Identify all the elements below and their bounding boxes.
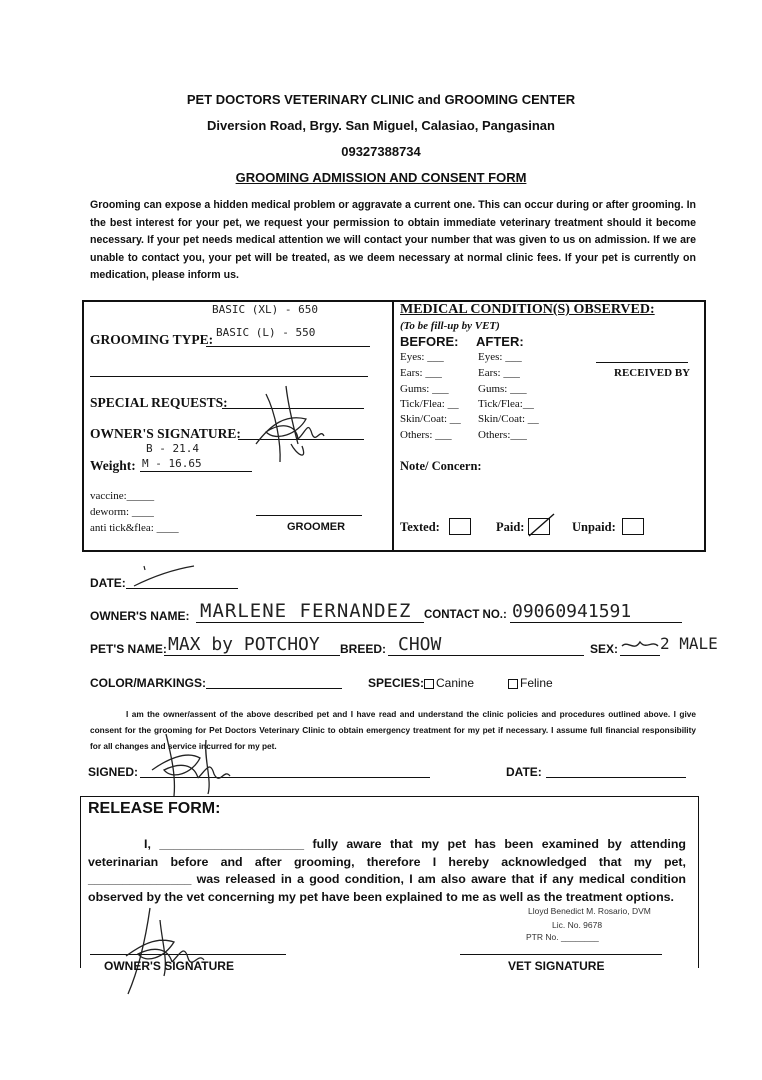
owner-name-field[interactable] xyxy=(196,622,424,623)
release-title: RELEASE FORM: xyxy=(88,800,221,817)
texted-checkbox[interactable] xyxy=(449,518,471,535)
date2-label: DATE: xyxy=(506,765,542,779)
medical-subtitle: (To be fill-up by VET) xyxy=(400,320,500,332)
color-markings-field[interactable] xyxy=(206,688,342,689)
species-feline-checkbox[interactable] xyxy=(508,679,518,689)
before-item: Tick/Flea: __ xyxy=(400,398,459,410)
vet-stamp-name: Lloyd Benedict M. Rosario, DVM xyxy=(528,906,651,916)
received-by-field[interactable] xyxy=(596,362,688,363)
paid-check-mark-icon xyxy=(526,510,556,540)
weight-field[interactable] xyxy=(140,471,252,472)
groomer-field[interactable] xyxy=(256,515,362,516)
signed-label: SIGNED: xyxy=(88,765,139,779)
date-label: DATE: xyxy=(90,576,126,590)
species-feline-label: Feline xyxy=(520,676,553,690)
after-item: Tick/Flea:__ xyxy=(478,398,534,410)
after-item: Gums: ___ xyxy=(478,383,527,395)
unpaid-checkbox[interactable] xyxy=(622,518,644,535)
pet-name-value: MAX by POTCHOY xyxy=(168,634,320,655)
paid-label: Paid: xyxy=(496,520,525,534)
received-by-label: RECEIVED BY xyxy=(614,367,691,379)
deworm-label: deworm: ____ xyxy=(90,506,154,518)
intro-paragraph: Grooming can expose a hidden medical problem or aggravate a current one. This can occur during or after grooming. In the best interest for your pet, we request your permission to obtain immediate veterinary treatment should it become necessary. If your pet needs medical attention we will contact your number that was given to us on admission. If we are unable to contact you, your pet will be treated, as we deem necessary at normal clinic fees. If your pet is currently on medication, please inform us. xyxy=(90,199,696,282)
after-item: Ears: ___ xyxy=(478,367,520,379)
grooming-type-line1: BASIC (XL) - 650 xyxy=(212,303,318,316)
after-item: Eyes: ___ xyxy=(478,351,522,363)
breed-value: CHOW xyxy=(398,634,442,655)
contact-field[interactable] xyxy=(510,622,682,623)
sex-label: SEX: xyxy=(590,642,619,656)
grooming-type-field[interactable] xyxy=(206,346,370,347)
species-label: SPECIES: xyxy=(368,676,425,690)
groomer-label: GROOMER xyxy=(287,521,346,533)
vet-signature-field[interactable] xyxy=(460,954,662,955)
pet-name-field[interactable] xyxy=(164,655,340,656)
grooming-type-line2: BASIC (L) - 550 xyxy=(216,326,316,339)
date-scribble xyxy=(130,562,200,590)
species-canine-label: Canine xyxy=(436,676,475,690)
signed-signature-scribble xyxy=(146,730,246,800)
sex-value: 2 MALE xyxy=(660,634,718,653)
pet-name-label: PET'S NAME: xyxy=(90,642,167,656)
box-divider xyxy=(392,300,394,552)
grooming-type-label: GROOMING TYPE: xyxy=(90,332,214,347)
clinic-name: PET DOCTORS VETERINARY CLINIC and GROOMING CENTER xyxy=(186,92,576,107)
owner-name-label: OWNER'S NAME: xyxy=(90,609,190,623)
release-left-border xyxy=(80,796,81,968)
species-canine-checkbox[interactable] xyxy=(424,679,434,689)
unpaid-label: Unpaid: xyxy=(572,520,616,534)
sex-strikeout-scribble xyxy=(620,636,660,656)
before-item: Eyes: ___ xyxy=(400,351,444,363)
owner-name-value: MARLENE FERNANDEZ xyxy=(200,600,412,622)
breed-field[interactable] xyxy=(388,655,584,656)
before-item: Skin/Coat: __ xyxy=(400,413,461,425)
before-item: Others: ___ xyxy=(400,429,452,441)
owner-signature-label: OWNER'S SIGNATURE: xyxy=(90,426,241,441)
clinic-address: Diversion Road, Brgy. San Miguel, Calasiao, Pangasinan xyxy=(207,118,555,133)
weight-m-value: M - 16.65 xyxy=(142,457,202,470)
release-right-border xyxy=(698,796,699,968)
release-top-border xyxy=(80,796,698,797)
contact-label: CONTACT NO.: xyxy=(424,609,507,621)
after-item: Others:___ xyxy=(478,429,527,441)
date2-field[interactable] xyxy=(546,777,686,778)
color-markings-label: COLOR/MARKINGS: xyxy=(90,676,206,690)
vet-stamp-license: Lic. No. 9678 xyxy=(552,920,603,930)
special-requests-label: SPECIAL REQUESTS: xyxy=(90,395,228,410)
weight-b-value: B - 21.4 xyxy=(146,442,199,455)
after-item: Skin/Coat: __ xyxy=(478,413,539,425)
anti-tick-label: anti tick&flea: ____ xyxy=(90,522,179,534)
form-title: GROOMING ADMISSION AND CONSENT FORM xyxy=(235,170,527,185)
before-item: Gums: ___ xyxy=(400,383,449,395)
note-concern-label: Note/ Concern: xyxy=(400,459,482,473)
owner-signature-scribble xyxy=(236,384,326,464)
consent-paragraph: I am the owner/assent of the above described pet and I have read and understand the clinic policies and procedures outlined above. I give consent for the grooming for Pet Doctors Veterinary Clinic to obtain emergency treatment for my pet if necessary. I assume full financial responsibility for all changes and service incurred for my pet. xyxy=(90,709,696,751)
after-label: AFTER: xyxy=(476,334,524,349)
owner-release-signature-label: OWNER'S SIGNATURE xyxy=(104,959,234,973)
vaccine-label: vaccine:_____ xyxy=(90,490,155,502)
clinic-phone: 09327388734 xyxy=(341,144,421,159)
texted-label: Texted: xyxy=(400,520,440,534)
vet-signature-label: VET SIGNATURE xyxy=(508,959,605,973)
release-paragraph: I, _____________________ fully aware that my pet has been examined by attending veterinarian before and after grooming, therefore I hereby acknowledged that my pet, _______________ was released in a good condition, I am also aware that if any medical condition observed by the vet concerning my pet have been explained to me as well as the treatment options. xyxy=(88,837,686,904)
vet-stamp-ptr: PTR No. ________ xyxy=(526,932,599,942)
weight-label: Weight: xyxy=(90,458,136,473)
contact-value: 09060941591 xyxy=(512,601,632,622)
before-item: Ears: ___ xyxy=(400,367,442,379)
grooming-extra-field[interactable] xyxy=(90,376,368,377)
medical-condition-title: MEDICAL CONDITION(S) OBSERVED: xyxy=(400,302,655,317)
owner-release-signature-scribble xyxy=(116,906,216,996)
breed-label: BREED: xyxy=(340,642,387,656)
before-label: BEFORE: xyxy=(400,334,459,349)
